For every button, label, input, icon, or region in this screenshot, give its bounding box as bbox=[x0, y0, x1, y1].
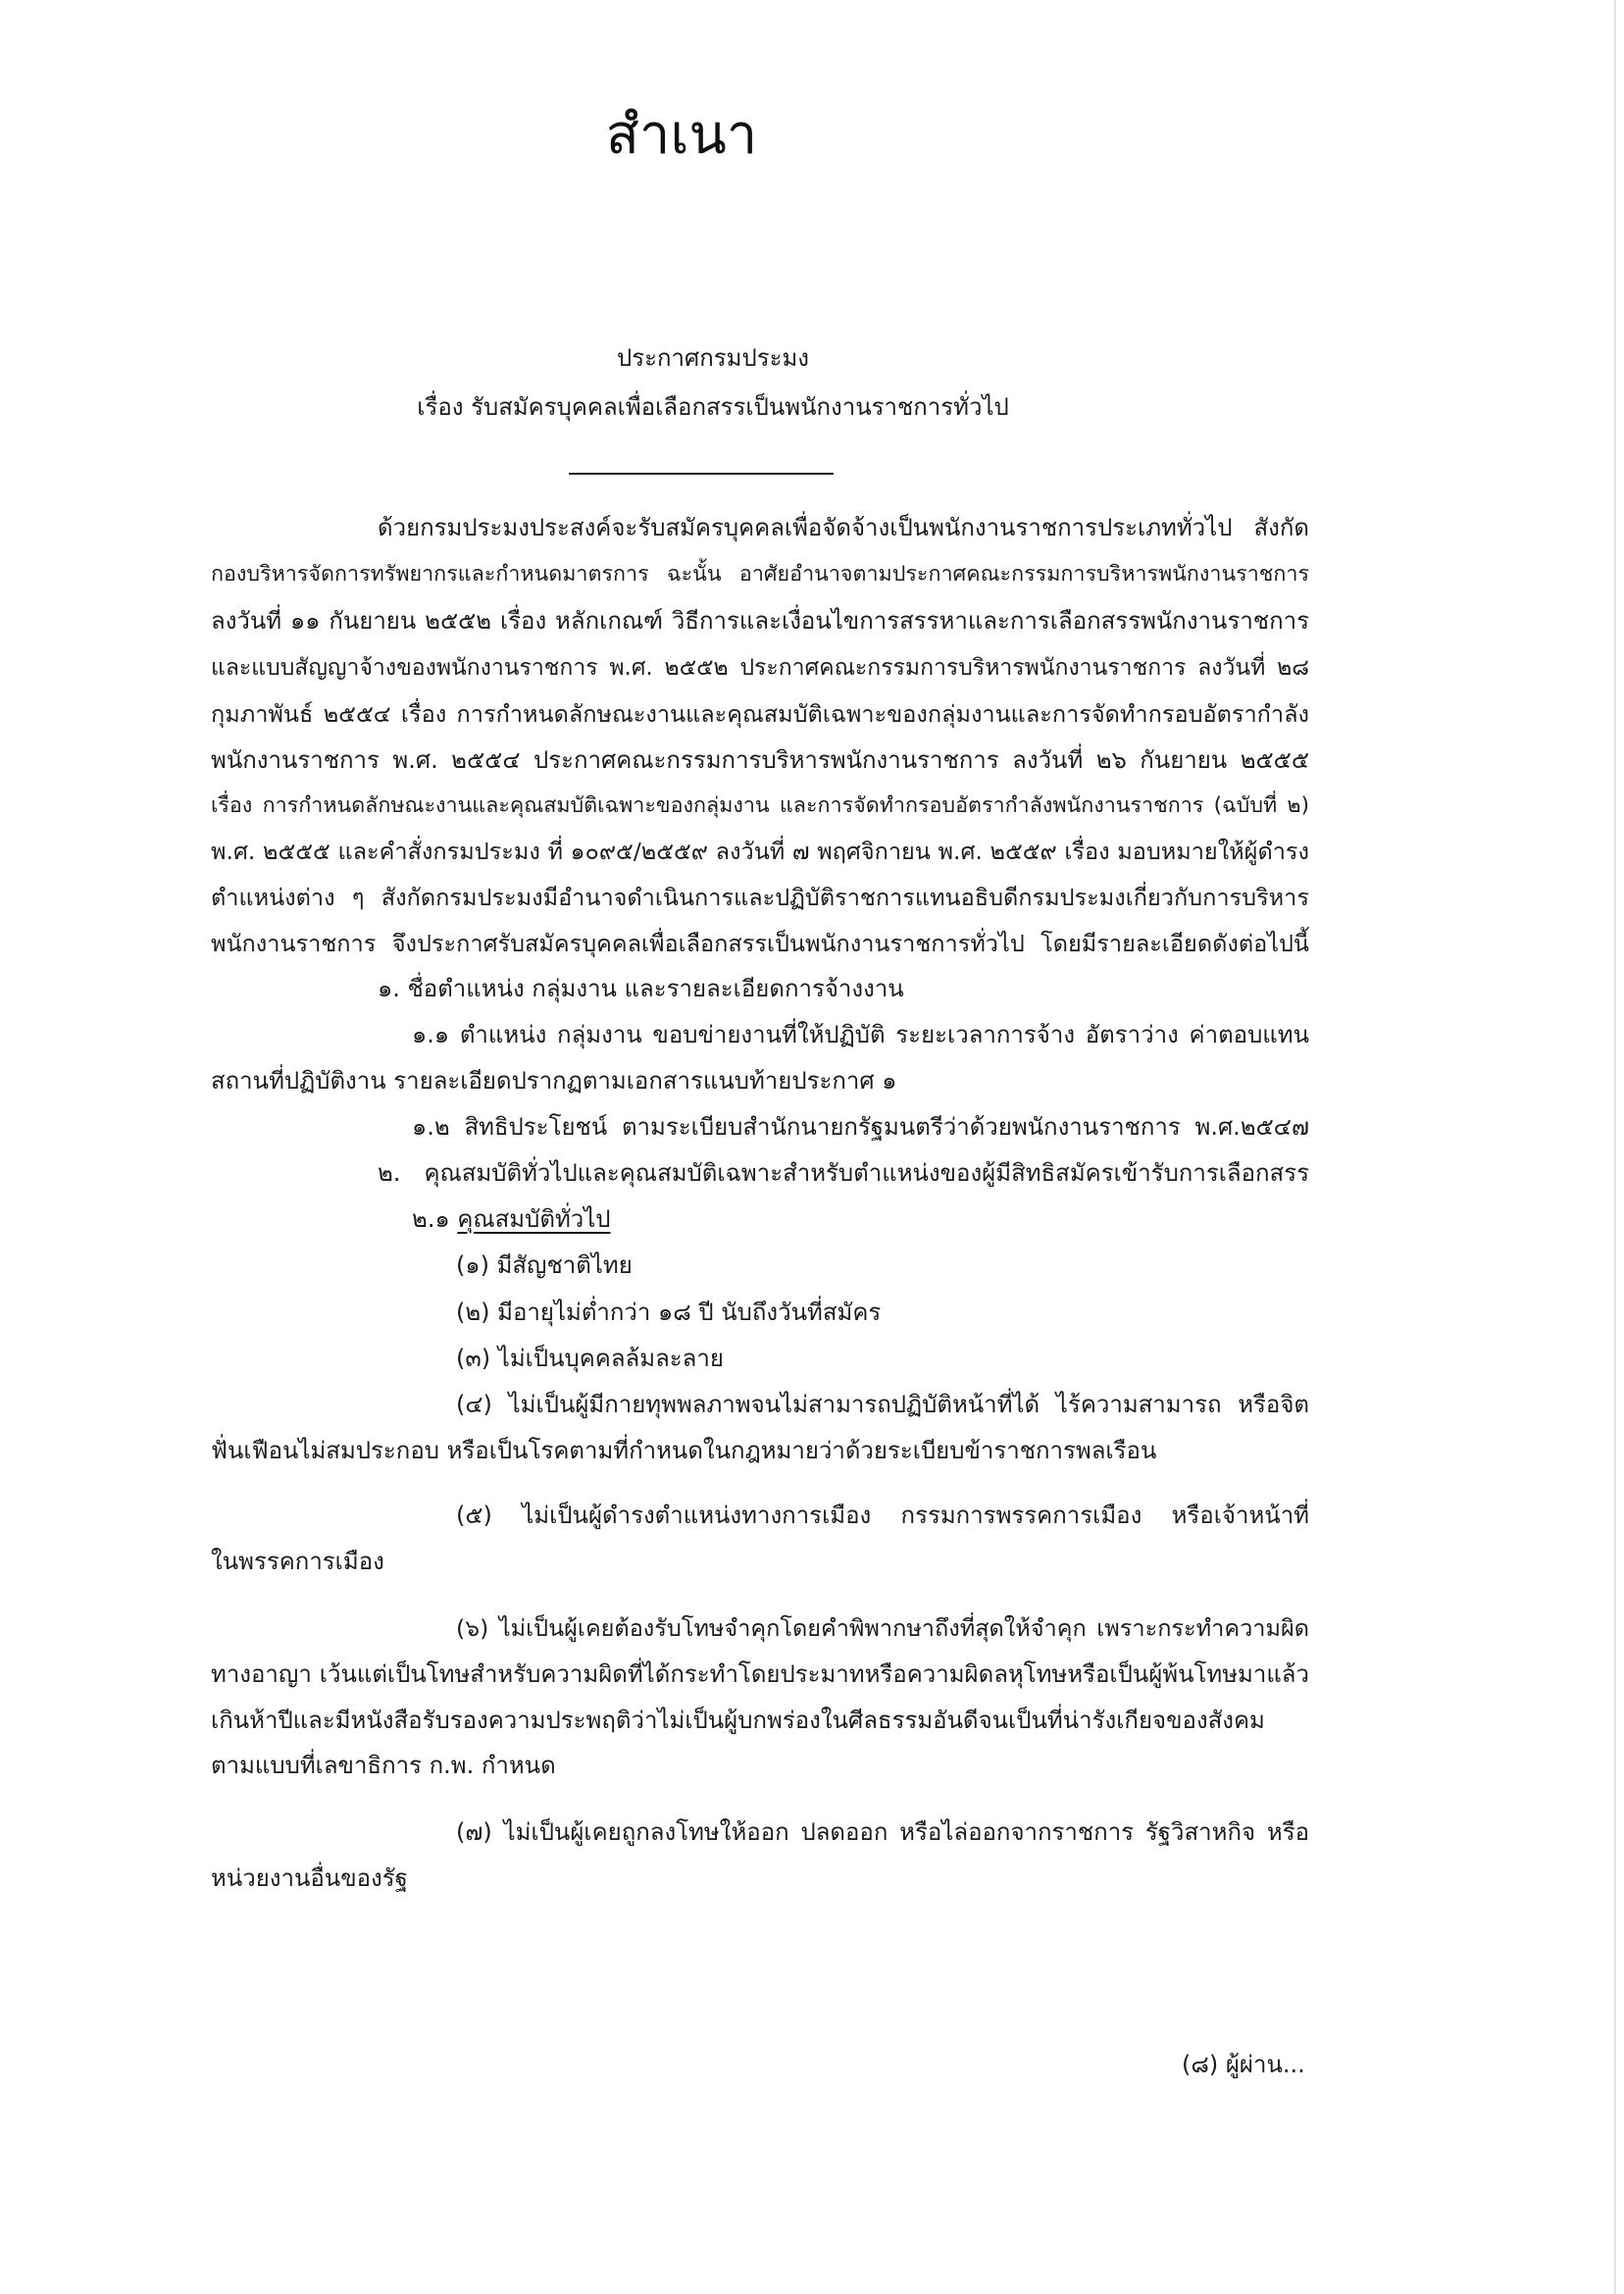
qualification-item: (๖) ไม่เป็นผู้เคยต้องรับโทษจำคุกโดยคำพิพากษาถึงที่สุดให้จำคุก เพราะกระทำความผิด bbox=[456, 1614, 1309, 1642]
qualification-item-continued: ตามแบบที่เลขาธิการ ก.พ. กำหนด bbox=[211, 1752, 556, 1779]
intro-line: ด้วยกรมประมงประสงค์จะรับสมัครบุคคลเพื่อจัดจ้างเป็นพนักงานราชการประเภททั่วไป สังกัด bbox=[378, 514, 1309, 541]
qualification-item: (๕) ไม่เป็นผู้ดำรงตำแหน่งทางการเมือง กรรมการพรรคการเมือง หรือเจ้าหน้าที่ bbox=[456, 1502, 1309, 1529]
intro-line: ตำแหน่งต่าง ๆ สังกัดกรมประมงมีอำนาจดำเนินการและปฏิบัติราชการแทนอธิบดีกรมประมงเกี่ยวกับการบริหาร bbox=[211, 884, 1309, 911]
intro-line: กองบริหารจัดการทรัพยากรและกำหนดมาตรการ ฉะนั้น อาศัยอำนาจตามประกาศคณะกรรมการบริหารพนักงานราชการ bbox=[211, 562, 1309, 586]
intro-line: กุมภาพันธ์ ๒๕๕๔ เรื่อง การกำหนดลักษณะงานและคุณสมบัติเฉพาะของกลุ่มงานและการจัดทำกรอบอัตรากำลัง bbox=[211, 700, 1309, 728]
qualification-item-continued: ฟั่นเฟือนไม่สมประกอบ หรือเป็นโรคตามที่กำหนดในกฎหมายว่าด้วยระเบียบข้าราชการพลเรือน bbox=[211, 1437, 1157, 1464]
subsection-number: ๒.๑ bbox=[412, 1205, 450, 1233]
intro-line: เรื่อง การกำหนดลักษณะงานและคุณสมบัติเฉพาะของกลุ่มงาน และการจัดทำกรอบอัตรากำลังพนักงานราชการ (ฉบับที่ ๒) bbox=[211, 793, 1309, 818]
qualification-item: (๑) มีสัญชาติไทย bbox=[456, 1251, 633, 1279]
item-1-1-line: สถานที่ปฏิบัติงาน รายละเอียดปรากฏตามเอกสารแนบท้ายประกาศ ๑ bbox=[211, 1067, 897, 1095]
scan-edge-line bbox=[1614, 0, 1616, 2294]
section-2-heading: ๒. คุณสมบัติทั่วไปและคุณสมบัติเฉพาะสำหรับตำแหน่งของผู้มีสิทธิสมัครเข้ารับการเลือกสรร bbox=[378, 1159, 1309, 1187]
announcement-title: ประกาศกรมประมง bbox=[616, 344, 810, 372]
item-1-1-line: ๑.๑ ตำแหน่ง กลุ่มงาน ขอบข่ายงานที่ให้ปฏิบัติ ระยะเวลาการจ้าง อัตราว่าง ค่าตอบแทน bbox=[412, 1021, 1309, 1048]
section-1-heading: ๑. ชื่อตำแหน่ง กลุ่มงาน และรายละเอียดการจ้างงาน bbox=[378, 975, 904, 1002]
header-divider bbox=[569, 473, 834, 475]
qualification-item-continued: เกินห้าปีและมีหนังสือรับรองความประพฤติว่าไม่เป็นผู้บกพร่องในศีลธรรมอันดีจนเป็นที่น่ารังเกียจของสังคม bbox=[211, 1707, 1265, 1734]
qualification-item: (๒) มีอายุไม่ต่ำกว่า ๑๘ ปี นับถึงวันที่สมัคร bbox=[456, 1299, 882, 1326]
qualification-item-continued: หน่วยงานอื่นของรัฐ bbox=[211, 1864, 408, 1892]
qualification-item-continued: ทางอาญา เว้นแต่เป็นโทษสำหรับความผิดที่ได้กระทำโดยประมาทหรือความผิดลหุโทษหรือเป็นผู้พ้นโทษมาแล้ว bbox=[211, 1660, 1309, 1688]
qualification-item: (๓) ไม่เป็นบุคคลล้มละลาย bbox=[456, 1345, 724, 1372]
intro-line: พนักงานราชการ พ.ศ. ๒๕๕๔ ประกาศคณะกรรมการบริหารพนักงานราชการ ลงวันที่ ๒๖ กันยายน ๒๕๕๕ bbox=[211, 746, 1309, 774]
intro-line: พ.ศ. ๒๕๕๕ และคำสั่งกรมประมง ที่ ๑๐๙๕/๒๕๕๙ ลงวันที่ ๗ พฤศจิกายน พ.ศ. ๒๕๕๙ เรื่อง มอบหมายให้ผู้ดำรง bbox=[211, 838, 1309, 865]
item-1-2: ๑.๒ สิทธิประโยชน์ ตามระเบียบสำนักนายกรัฐมนตรีว่าด้วยพนักงานราชการ พ.ศ.๒๕๔๗ bbox=[412, 1113, 1309, 1141]
intro-line: และแบบสัญญาจ้างของพนักงานราชการ พ.ศ. ๒๕๕๒ ประกาศคณะกรรมการบริหารพนักงานราชการ ลงวันที่ ๒๘ bbox=[211, 655, 1309, 681]
page-continuation-marker: (๘) ผู้ผ่าน... bbox=[1182, 2051, 1305, 2078]
qualification-item-continued: ในพรรคการเมือง bbox=[211, 1548, 384, 1575]
intro-line: พนักงานราชการ จึงประกาศรับสมัครบุคคลเพื่อเลือกสรรเป็นพนักงานราชการทั่วไป โดยมีรายละเอียดดังต่อไปนี้ bbox=[211, 930, 1309, 957]
qualification-item: (๔) ไม่เป็นผู้มีกายทุพพลภาพจนไม่สามารถปฏิบัติหน้าที่ได้ ไร้ความสามารถ หรือจิต bbox=[456, 1391, 1309, 1418]
copy-stamp-text: สำเนา bbox=[605, 103, 758, 167]
announcement-subject: เรื่อง รับสมัครบุคคลเพื่อเลือกสรรเป็นพนักงานราชการทั่วไป bbox=[417, 393, 1009, 421]
subsection-title: คุณสมบัติทั่วไป bbox=[457, 1205, 611, 1233]
subsection-2-1-heading bbox=[412, 1199, 1309, 1239]
intro-line: ลงวันที่ ๑๑ กันยายน ๒๕๕๒ เรื่อง หลักเกณฑ์ วิธีการและเงื่อนไขการสรรหาและการเลือกสรรพนักงานราชการ bbox=[211, 607, 1309, 635]
qualification-item: (๗) ไม่เป็นผู้เคยถูกลงโทษให้ออก ปลดออก หรือไล่ออกจากราชการ รัฐวิสาหกิจ หรือ bbox=[456, 1818, 1310, 1846]
